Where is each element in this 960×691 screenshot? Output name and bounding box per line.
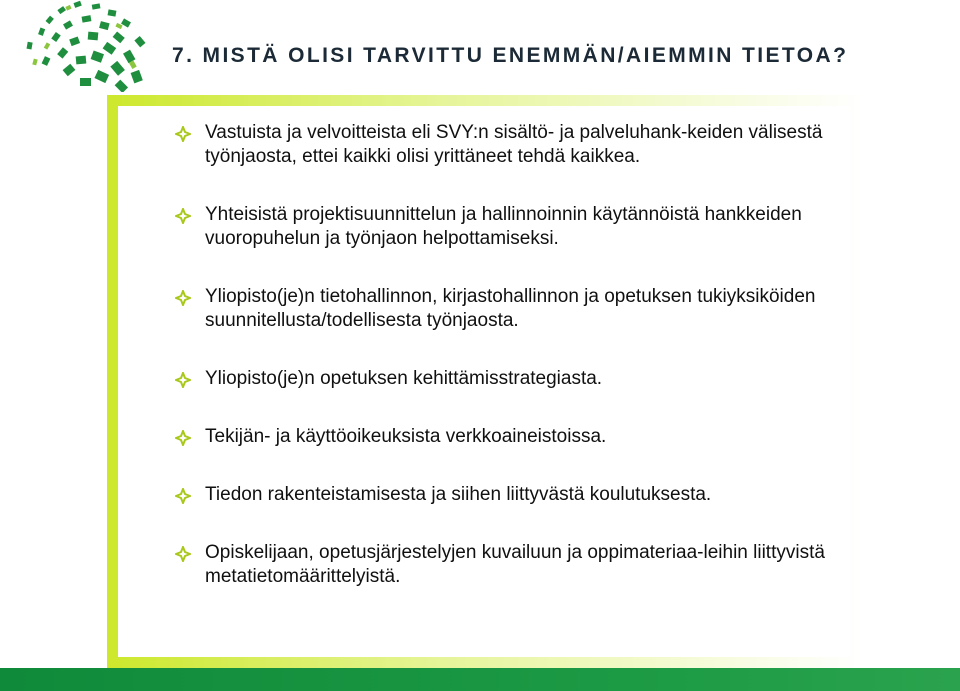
bullet-list [175, 121, 855, 623]
green-dots-swirl-logo [4, 0, 154, 92]
bullet-text: Yliopisto(je)n opetuksen kehittämisstrategiasta. [205, 368, 603, 389]
diamond-bullet-icon [175, 546, 191, 562]
list-item [175, 425, 855, 449]
list-item [175, 203, 855, 251]
list-item [175, 483, 855, 507]
list-item [175, 541, 855, 589]
list-item [175, 367, 855, 391]
diamond-bullet-icon [175, 208, 191, 224]
bullet-text: Yhteisistä projektisuunnittelun ja hallinnoinnin käytännöistä hankkeiden vuoropuhelun ja työnjaon helpottamiseksi. [205, 204, 802, 249]
bullet-text: Opiskelijaan, opetusjärjestelyjen kuvailuun ja oppimateriaa-leihin liittyvistä metatietomäärittelyistä. [205, 542, 825, 587]
bullet-text: Vastuista ja velvoitteista eli SVY:n sisältö- ja palveluhank-keiden välisestä työnjaosta, ettei kaikki olisi yrittäneet tehdä kaikkea. [205, 122, 823, 167]
bullet-text: Yliopisto(je)n tietohallinnon, kirjastohallinnon ja opetuksen tukiyksiköiden suunnitellusta/todellisesta työnjaosta. [205, 286, 816, 331]
list-item [175, 121, 855, 169]
bottom-bar [0, 668, 960, 691]
diamond-bullet-icon [175, 430, 191, 446]
diamond-bullet-icon [175, 290, 191, 306]
bullet-text: Tiedon rakenteistamisesta ja siihen liittyvästä koulutuksesta. [205, 484, 712, 505]
page-title: 7. MISTÄ OLISI TARVITTU ENEMMÄN/AIEMMIN TIETOA? [172, 44, 849, 67]
diamond-bullet-icon [175, 372, 191, 388]
diamond-bullet-icon [175, 488, 191, 504]
bullet-text: Tekijän- ja käyttöoikeuksista verkkoaineistoissa. [205, 426, 607, 447]
diamond-bullet-icon [175, 126, 191, 142]
list-item [175, 285, 855, 333]
